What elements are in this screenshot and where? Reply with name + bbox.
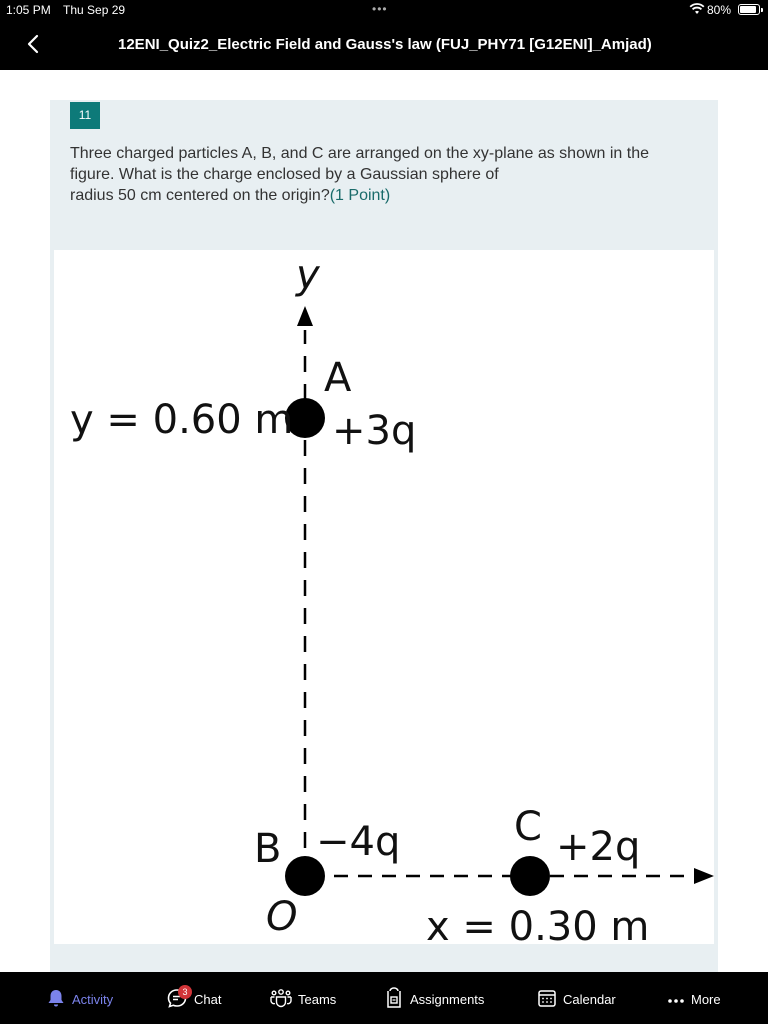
calendar-icon [537, 988, 563, 1011]
particle-b-name: B [254, 826, 282, 872]
y-axis-label: y [296, 252, 320, 298]
question-line: figure. What is the charge enclosed by a Gaussian sphere of [70, 166, 499, 183]
assignments-icon [384, 987, 410, 1012]
battery-percent: 80% [707, 3, 732, 17]
origin-label: O [266, 894, 298, 940]
particle-c [510, 856, 550, 896]
chevron-left-icon[interactable] [22, 32, 46, 56]
wifi-icon [689, 3, 705, 18]
page-title: 12ENI_Quiz2_Electric Field and Gauss's law (FUJ_PHY71 [G12ENI]_Amjad) [118, 36, 652, 53]
particle-a-name: A [324, 355, 352, 401]
question-line: Three charged particles A, B, and C are arranged on the xy-plane as shown in the [70, 145, 650, 162]
tab-label: More [691, 991, 721, 1007]
tab-label: Calendar [563, 991, 616, 1007]
particle-a-position: y = 0.60 m [70, 397, 294, 443]
particle-a-charge: +3q [332, 408, 417, 454]
tab-chat[interactable] [166, 986, 221, 1012]
tab-bar [0, 972, 768, 1024]
question-text [70, 143, 700, 206]
tab-teams[interactable] [270, 986, 336, 1012]
form-content [0, 70, 768, 972]
battery-icon [738, 4, 760, 15]
teams-icon [270, 988, 298, 1011]
particle-c-position: x = 0.30 m [426, 904, 650, 944]
status-bar [0, 0, 768, 20]
question-line: radius 50 cm centered on the origin? [70, 187, 330, 204]
multitasking-dots[interactable]: ••• [372, 2, 388, 16]
question-figure [54, 250, 714, 944]
bell-icon [46, 988, 72, 1011]
status-date: Thu Sep 29 [63, 3, 126, 17]
particle-c-name: C [514, 804, 542, 850]
question-card [50, 100, 718, 978]
tab-more[interactable] [667, 986, 721, 1012]
more-icon [667, 992, 691, 1007]
x-axis-arrow [694, 868, 714, 884]
next-card-edge [50, 967, 718, 969]
question-number: 11 [70, 102, 100, 129]
y-axis-arrow [297, 306, 313, 326]
tab-calendar[interactable] [537, 986, 616, 1012]
question-points: (1 Point) [329, 187, 391, 204]
chat-icon [166, 987, 194, 1012]
status-time: 1:05 PM [6, 3, 51, 17]
tab-label: Activity [72, 991, 114, 1007]
particle-c-charge: +2q [556, 824, 641, 870]
particle-b-charge: −4q [316, 819, 401, 865]
tab-assignments[interactable] [384, 986, 484, 1012]
tab-activity[interactable] [46, 986, 113, 1012]
chat-badge: 3 [178, 985, 192, 999]
tab-label: Chat [194, 991, 222, 1007]
tab-label: Teams [298, 991, 337, 1007]
nav-bar [0, 20, 768, 70]
tab-label: Assignments [410, 991, 485, 1007]
